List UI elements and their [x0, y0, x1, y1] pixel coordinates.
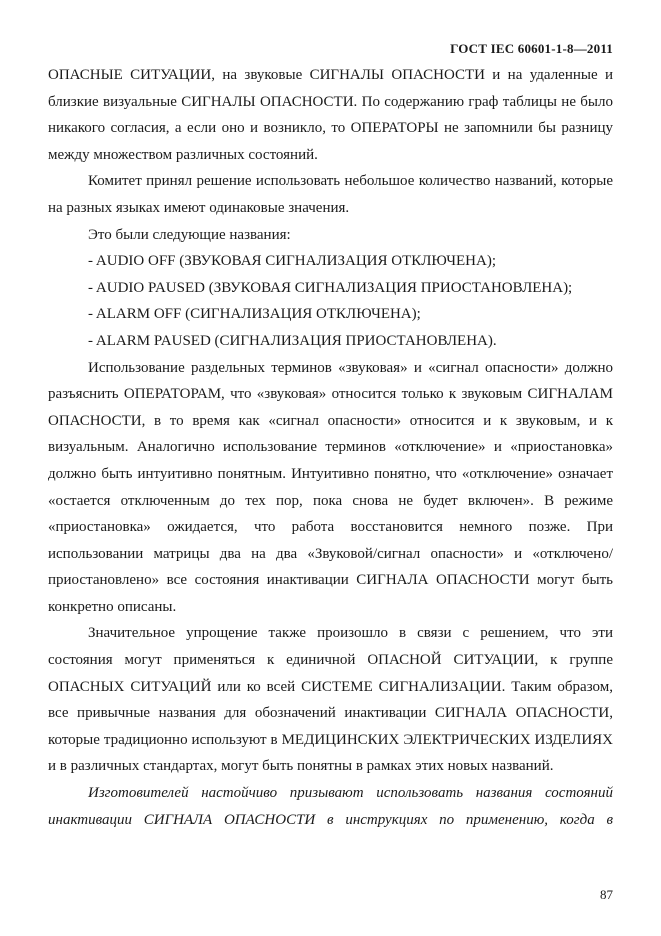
- paragraph-1: ОПАСНЫЕ СИТУАЦИИ, на звуковые СИГНАЛЫ ОПАСНОСТИ и на удаленные и близкие визуальные СИГНАЛЫ ОПАСНОСТИ. По содержанию граф таблицы не было никакого согласия, а если оно и возникло, то ОПЕРАТОРЫ не запомнили бы разницу между множеством различных состояний.: [48, 67, 613, 163]
- list-item-audio-paused: - AUDIO PAUSED (ЗВУКОВАЯ СИГНАЛИЗАЦИЯ ПРИОСТАНОВЛЕНА);: [88, 279, 573, 296]
- page-header-standard: ГОСТ IEC 60601-1-8—2011: [450, 41, 613, 56]
- list-item-audio-off: - AUDIO OFF (ЗВУКОВАЯ СИГНАЛИЗАЦИЯ ОТКЛЮЧЕНА);: [88, 253, 496, 270]
- paragraph-manufacturers: Изготовителей настойчиво призывают использовать названия состояний инактивации СИГНАЛА ОПАСНОСТИ в инструкциях по применению, когда в: [48, 785, 613, 828]
- body-text: [48, 62, 613, 833]
- list-item-alarm-paused: - ALARM PAUSED (СИГНАЛИЗАЦИЯ ПРИОСТАНОВЛЕНА).: [88, 332, 497, 349]
- page-number: 87: [600, 887, 613, 902]
- paragraph-2: Комитет принял решение использовать небольшое количество названий, которые на разных языках имеют одинаковые значения.: [48, 173, 613, 216]
- list-intro: Это были следующие названия:: [88, 226, 291, 243]
- paragraph-simplification: Значительное упрощение также произошло в связи с решением, что эти состояния могут применяться к единичной ОПАСНОЙ СИТУАЦИИ, к группе ОПАСНЫХ СИТУАЦИЙ или ко всей СИСТЕМЕ СИГНАЛИЗАЦИИ. Таким образом, все привычные названия для обозначений инактивации СИГНАЛА ОПАСНОСТИ, которые традиционно используют в МЕДИЦИНСКИХ ЭЛЕКТРИЧЕСКИХ ИЗДЕЛИЯХ и в различных стандартах, могут быть понятны в рамках этих новых названий.: [48, 625, 613, 775]
- list-item-alarm-off: - ALARM OFF (СИГНАЛИЗАЦИЯ ОТКЛЮЧЕНА);: [88, 306, 421, 323]
- paragraph-terms: Использование раздельных терминов «звуковая» и «сигнал опасности» должно разъяснить ОПЕРАТОРАМ, что «звуковая» относится только к звуковым СИГНАЛАМ ОПАСНОСТИ, в то время как «сигнал опасности» относится и к звуковым, и к визуальным. Аналогично использование терминов «отключение» и «приостановка» должно быть интуитивно понятным. Интуитивно понятно, что «отключение» означает «остается отключенным до тех пор, пока снова не будет включен». В режиме «приостановка» ожидается, что работа восстановится немного позже. При использовании матрицы два на два «Звуковой/сигнал опасности» и «отключено/приостановлено» все состояния инактивации СИГНАЛА ОПАСНОСТИ могут быть конкретно описаны.: [48, 359, 613, 615]
